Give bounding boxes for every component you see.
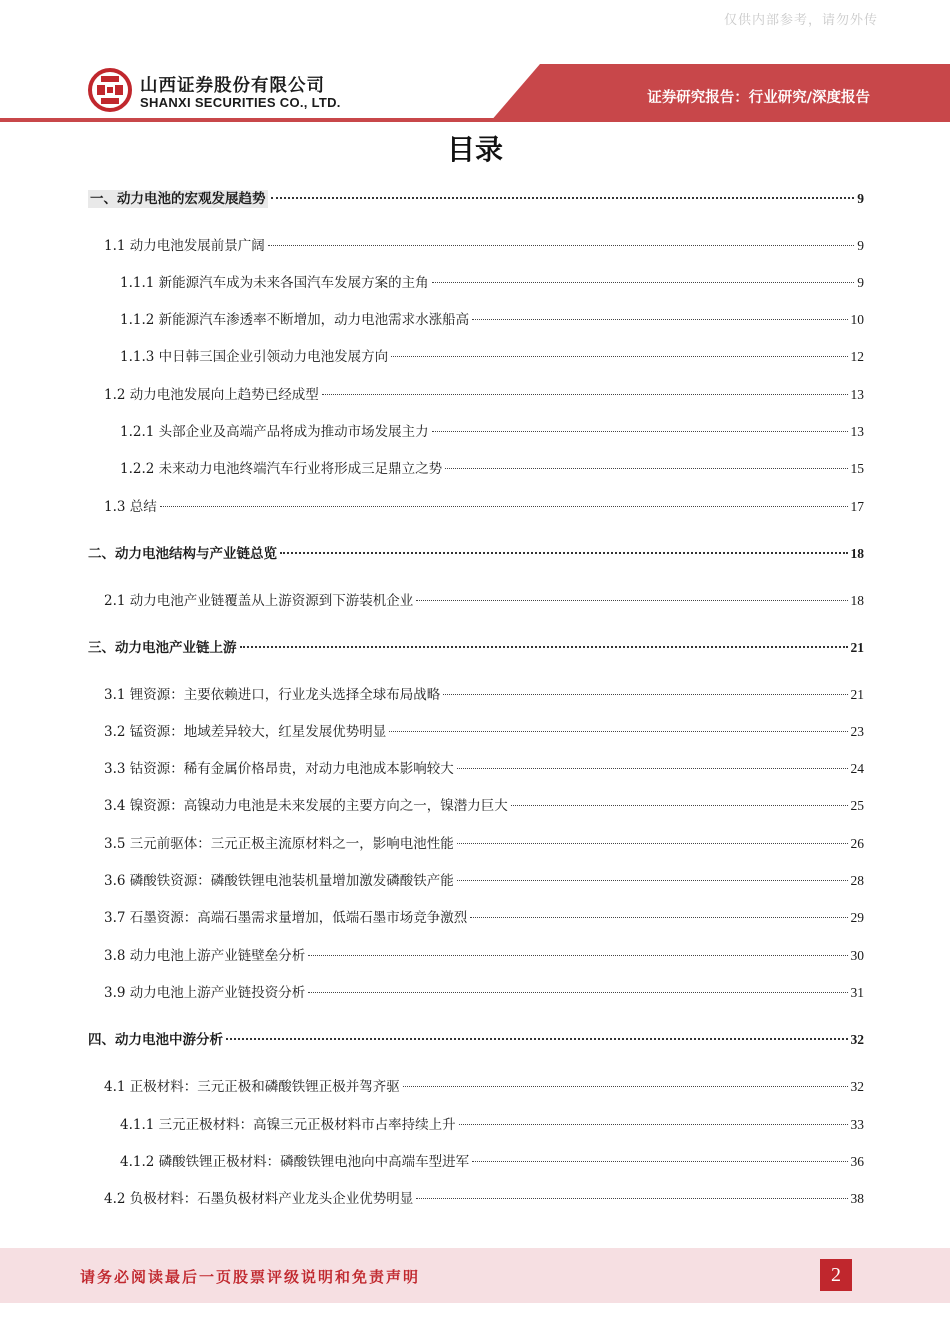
toc-dot-leader	[459, 1124, 848, 1125]
toc-section-entry[interactable]	[104, 1190, 864, 1208]
toc-entry-label: 3.3 钴资源：稀有金属价格昂贵，对动力电池成本影响较大	[104, 761, 454, 777]
toc-dot-leader	[271, 197, 855, 199]
page-number: 2	[820, 1259, 852, 1291]
toc-dot-leader	[470, 917, 847, 918]
toc-entry-page: 29	[850, 910, 864, 925]
toc-section-entry[interactable]	[104, 872, 864, 890]
toc-dot-leader	[268, 245, 854, 246]
toc-section-entry[interactable]	[104, 237, 864, 255]
toc-entry-page: 9	[857, 238, 864, 253]
toc-entry-page: 21	[850, 640, 864, 655]
toc-dot-leader	[416, 600, 847, 601]
toc-entry-page: 38	[850, 1191, 864, 1206]
toc-dot-leader	[389, 731, 847, 732]
toc-entry-page: 17	[850, 499, 864, 514]
toc-section-entry[interactable]	[104, 760, 864, 778]
company-name-english: SHANXI SECURITIES CO., LTD.	[140, 95, 341, 110]
toc-dot-leader	[160, 506, 848, 507]
toc-dot-leader	[308, 992, 847, 993]
toc-entry-page: 9	[857, 275, 864, 290]
toc-section-entry[interactable]	[104, 498, 864, 516]
toc-section-entry[interactable]	[104, 909, 864, 927]
toc-dot-leader	[472, 1161, 847, 1162]
toc-entry-page: 13	[850, 424, 864, 439]
toc-entry-page: 32	[850, 1032, 864, 1047]
toc-dot-leader	[416, 1198, 847, 1199]
toc-entry-page: 31	[850, 985, 864, 1000]
toc-section-entry[interactable]	[120, 423, 864, 441]
toc-dot-leader	[445, 468, 847, 469]
toc-entry-label: 3.5 三元前驱体：三元正极主流原材料之一，影响电池性能	[104, 836, 454, 852]
toc-entry-label: 3.1 锂资源：主要依赖进口，行业龙头选择全球布局战略	[104, 687, 441, 703]
toc-entry-label: 二、动力电池结构与产业链总览	[88, 546, 277, 562]
toc-section-entry[interactable]	[120, 274, 864, 292]
toc-dot-leader	[457, 768, 848, 769]
toc-dot-leader	[432, 431, 848, 432]
toc-entry-label: 3.8 动力电池上游产业链壁垒分析	[104, 948, 306, 964]
toc-dot-leader	[322, 394, 848, 395]
toc-section-entry[interactable]	[104, 797, 864, 815]
toc-entry-label: 一、动力电池的宏观发展趋势	[90, 191, 266, 207]
page-header	[0, 0, 950, 130]
toc-section-entry[interactable]	[120, 1153, 864, 1171]
toc-section-entry[interactable]	[104, 1078, 864, 1096]
toc-section-entry[interactable]	[120, 1116, 864, 1134]
toc-entry-label: 1.2 动力电池发展向上趋势已经成型	[104, 387, 319, 403]
toc-entry-page: 36	[850, 1154, 864, 1169]
toc-entry-label: 三、动力电池产业链上游	[88, 640, 237, 656]
toc-entry-page: 32	[850, 1079, 864, 1094]
toc-dot-leader	[280, 552, 848, 554]
toc-section-entry[interactable]	[120, 311, 864, 329]
toc-section-entry[interactable]	[120, 348, 864, 366]
toc-entry-label: 1.1.1 新能源汽车成为未来各国汽车发展方案的主角	[120, 275, 429, 291]
toc-entry-page: 26	[850, 836, 864, 851]
report-type-label: 证券研究报告：行业研究/深度报告	[647, 90, 870, 106]
toc-entry-label: 1.3 总结	[104, 499, 157, 515]
toc-chapter-entry[interactable]	[88, 1031, 864, 1049]
toc-section-entry[interactable]	[104, 686, 864, 704]
shanxi-securities-logo-icon	[88, 68, 132, 112]
toc-dot-leader	[240, 646, 848, 648]
toc-dot-leader	[457, 843, 848, 844]
toc-entry-label: 1.1 动力电池发展前景广阔	[104, 238, 265, 254]
toc-section-entry[interactable]	[104, 592, 864, 610]
toc-section-entry[interactable]	[104, 835, 864, 853]
toc-dot-leader	[432, 282, 855, 283]
toc-dot-leader	[443, 694, 847, 695]
toc-entry-label: 1.1.2 新能源汽车渗透率不断增加，动力电池需求水涨船高	[120, 312, 470, 328]
toc-entry-label: 3.7 石墨资源：高端石墨需求量增加，低端石墨市场竞争激烈	[104, 910, 468, 926]
toc-entry-label: 四、动力电池中游分析	[88, 1032, 223, 1048]
company-name-chinese: 山西证券股份有限公司	[140, 76, 325, 96]
toc-dot-leader	[308, 955, 847, 956]
toc-entry-page: 21	[850, 687, 864, 702]
toc-entry-label: 2.1 动力电池产业链覆盖从上游资源到下游装机企业	[104, 593, 414, 609]
toc-entry-page: 28	[850, 873, 864, 888]
toc-entry-label: 4.1.2 磷酸铁锂正极材料：磷酸铁锂电池向中高端车型进军	[120, 1154, 470, 1170]
toc-entry-label: 1.1.3 中日韩三国企业引领动力电池发展方向	[120, 349, 389, 365]
toc-entry-label: 4.2 负极材料：石墨负极材料产业龙头企业优势明显	[104, 1191, 414, 1207]
toc-entry-page: 9	[857, 191, 864, 206]
toc-entry-label: 3.6 磷酸铁资源：磷酸铁锂电池装机量增加激发磷酸铁产能	[104, 873, 454, 889]
toc-dot-leader	[472, 319, 847, 320]
toc-entry-label: 3.4 镍资源：高镍动力电池是未来发展的主要方向之一，镍潜力巨大	[104, 798, 508, 814]
toc-chapter-entry[interactable]	[88, 190, 864, 208]
toc-section-entry[interactable]	[104, 386, 864, 404]
toc-entry-page: 18	[850, 593, 864, 608]
toc-entry-page: 10	[850, 312, 864, 327]
toc-entry-label: 1.2.2 未来动力电池终端汽车行业将形成三足鼎立之势	[120, 461, 443, 477]
toc-dot-leader	[511, 805, 848, 806]
toc-title: 目录	[446, 133, 503, 166]
toc-entry-page: 30	[850, 948, 864, 963]
toc-entry-label: 1.2.1 头部企业及高端产品将成为推动市场发展主力	[120, 424, 429, 440]
toc-dot-leader	[226, 1038, 848, 1040]
toc-dot-leader	[391, 356, 847, 357]
toc-dot-leader	[403, 1086, 848, 1087]
toc-entry-label: 4.1 正极材料：三元正极和磷酸铁锂正极并驾齐驱	[104, 1079, 400, 1095]
toc-chapter-entry[interactable]	[88, 545, 864, 563]
toc-section-entry[interactable]	[104, 723, 864, 741]
toc-entry-page: 33	[850, 1117, 864, 1132]
toc-section-entry[interactable]	[104, 947, 864, 965]
toc-entry-page: 18	[850, 546, 864, 561]
toc-chapter-entry[interactable]	[88, 639, 864, 657]
toc-entry-page: 24	[850, 761, 864, 776]
confidential-watermark: 仅供内部参考，请勿外传	[723, 13, 878, 28]
toc-section-entry[interactable]	[120, 460, 864, 478]
toc-entry-page: 15	[850, 461, 864, 476]
toc-entry-label: 3.9 动力电池上游产业链投资分析	[104, 985, 306, 1001]
toc-section-entry[interactable]	[104, 984, 864, 1002]
toc-entry-page: 13	[850, 387, 864, 402]
toc-entry-page: 12	[850, 349, 864, 364]
toc-entry-label: 4.1.1 三元正极材料：高镍三元正极材料市占率持续上升	[120, 1117, 456, 1133]
toc-dot-leader	[457, 880, 848, 881]
toc-entry-page: 23	[850, 724, 864, 739]
toc-entry-label: 3.2 锰资源：地域差异较大，红星发展优势明显	[104, 724, 387, 740]
disclaimer-notice: 请务必阅读最后一页股票评级说明和免责声明	[80, 1268, 421, 1286]
toc-entry-page: 25	[850, 798, 864, 813]
